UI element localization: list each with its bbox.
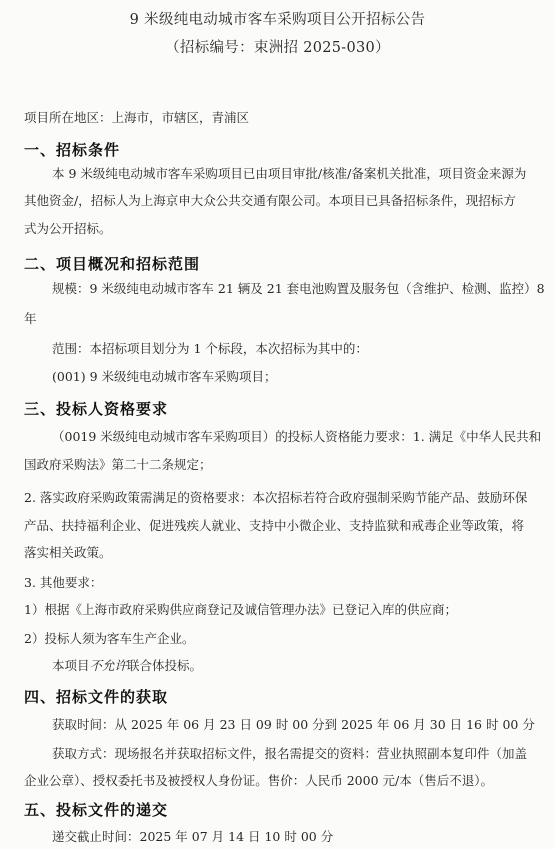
consortium-note-emphasis: 不允许 — [89, 658, 128, 673]
section-1-paragraph-line-2: 其他资金/，招标人为上海京申大众公共交通有限公司。本项目已具备招标条件，现招标方 — [24, 193, 516, 208]
document-title: 9 米级纯电动城市客车采购项目公开招标公告 — [129, 12, 426, 28]
section-3-requirement-1-line-2: 国政府采购法》第二十二条规定； — [24, 457, 212, 472]
section-2-heading: 二、项目概况和招标范围 — [24, 255, 201, 273]
section-3-other-requirements: 3. 其他要求： — [24, 575, 103, 590]
section-3-requirement-2-line-1: 2. 落实政府采购政策需满足的资格要求：本次招标若符合政府强制采购节能产品、鼓励环保 — [24, 490, 528, 505]
section-4-acquisition-method-line-2: 企业公章）、授权委托书及被授权人身份证。售价：人民币 2000 元/本（售后不退）。 — [24, 773, 493, 788]
section-4-heading: 四、招标文件的获取 — [24, 688, 169, 706]
section-3-other-item-1: 1）根据《上海市政府采购供应商登记及诚信管理办法》已登记入库的供应商； — [24, 602, 457, 617]
project-region: 项目所在地区：上海市，市辖区，青浦区 — [24, 110, 250, 125]
section-1-heading: 一、招标条件 — [24, 141, 121, 159]
section-5-deadline: 递交截止时间：2025 年 07 月 14 日 10 时 00 分 — [52, 829, 334, 844]
section-4-acquisition-time: 获取时间：从 2025 年 06 月 23 日 09 时 00 分到 2025 年 06 月 30 日 16 时 00 分 — [52, 717, 535, 732]
section-3-requirement-2-line-3: 落实相关政策。 — [24, 545, 112, 560]
section-3-requirement-1-line-1: （0019 米级纯电动城市客车采购项目）的投标人资格能力要求：1. 满足《中华人民共和 — [52, 429, 542, 444]
section-3-heading: 三、投标人资格要求 — [24, 400, 169, 418]
section-3-other-item-2: 2）投标人须为客车生产企业。 — [24, 631, 195, 646]
section-4-acquisition-method-line-1: 获取方式：现场报名并获取招标文件，报名需提交的资料：营业执照副本复印件（加盖 — [52, 746, 528, 761]
section-2-scope: 范围：本招标项目划分为 1 个标段，本次招标为其中的： — [52, 341, 368, 356]
document-subtitle: （招标编号：束洲招 2025-030） — [165, 40, 390, 56]
section-2-scale-line-1: 规模：9 米级纯电动城市客车 21 辆及 21 套电池购置及服务包（含维护、检测、监控）8 — [52, 281, 545, 296]
section-3-consortium-note — [52, 658, 202, 674]
section-5-heading: 五、投标文件的递交 — [24, 801, 169, 819]
section-2-scale-line-2: 年 — [24, 311, 37, 326]
section-1-paragraph-line-3: 式为公开招标。 — [24, 221, 112, 236]
consortium-note-prefix: 本项目 — [52, 658, 90, 673]
consortium-note-suffix: 联合体投标。 — [127, 658, 203, 673]
section-2-lot: (001) 9 米级纯电动城市客车采购项目； — [52, 369, 277, 384]
section-1-paragraph-line-1: 本 9 米级纯电动城市客车采购项目已由项目审批/核准/备案机关批准，项目资金来源为 — [52, 166, 527, 181]
section-3-requirement-2-line-2: 产品、扶持福利企业、促进残疾人就业、支持中小微企业、支持监狱和戒毒企业等政策，将 — [24, 518, 525, 533]
